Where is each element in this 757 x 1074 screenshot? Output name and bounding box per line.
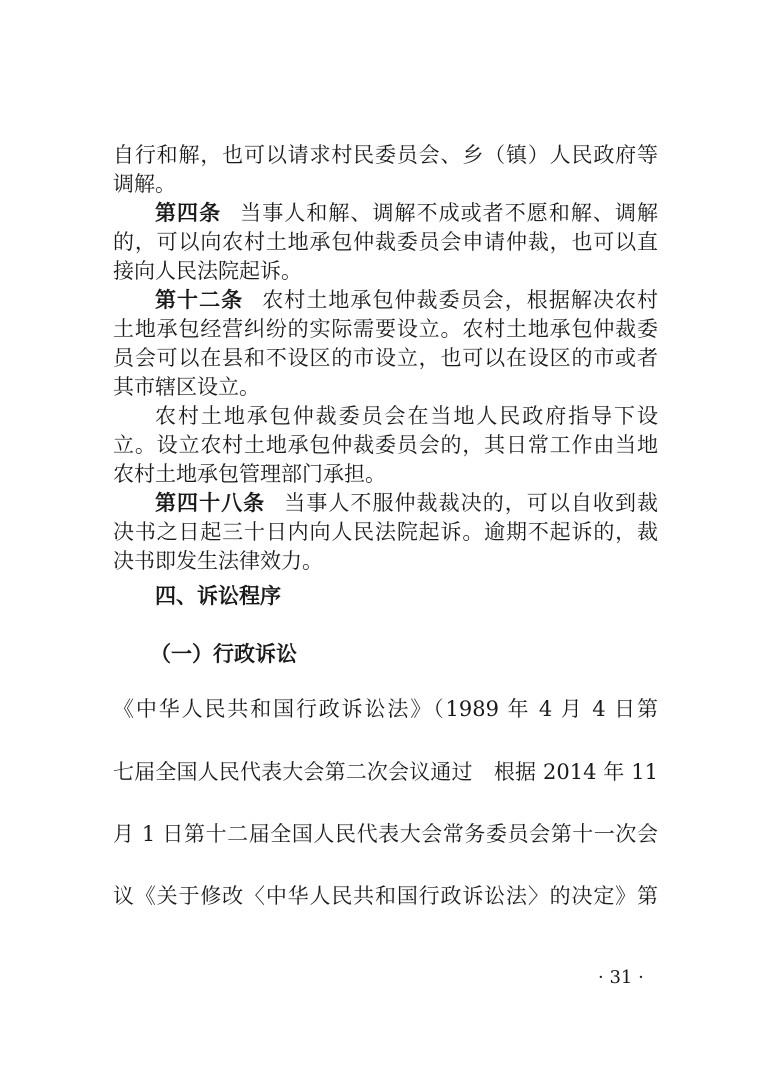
article-4 xyxy=(113,199,658,286)
text-line: 接向人民法院起诉。 xyxy=(113,259,302,283)
law-text-line: 七届全国人民代表大会第二次会议通过 根据 2014 年 11 xyxy=(113,760,658,784)
text-line: 农村土地承包仲裁委员会在当地人民政府指导下设 xyxy=(155,404,658,428)
sub-heading: （一）行政诉讼 xyxy=(150,642,297,666)
article-label: 第四条 xyxy=(155,201,222,225)
text-line: 决书即发生法律效力。 xyxy=(113,549,323,573)
text-line: 土地承包经营纠纷的实际需要设立。农村土地承包仲裁委 xyxy=(113,317,658,341)
article-text: 当事人不服仲裁裁决的，可以自收到裁 xyxy=(283,491,659,515)
article-first-line xyxy=(113,199,658,228)
paragraph-continuation xyxy=(113,141,658,199)
text-line: 立。设立农村土地承包仲裁委员会的，其日常工作由当地 xyxy=(113,433,658,457)
article-text: 农村土地承包仲裁委员会，根据解决农村 xyxy=(261,288,659,312)
article-label: 第四十八条 xyxy=(155,491,266,515)
text-line: 员会可以在县和不设区的市设立，也可以在设区的市或者 xyxy=(113,346,658,370)
text-line: 自行和解，也可以请求村民委员会、乡（镇）人民政府等 xyxy=(113,143,658,167)
text-line: 其市辖区设立。 xyxy=(113,375,260,399)
text-line: 农村土地承包管理部门承担。 xyxy=(113,462,386,486)
text-line: 的，可以向农村土地承包仲裁委员会申请仲裁，也可以直 xyxy=(113,230,658,254)
text-line: 调解。 xyxy=(113,172,176,196)
paragraph xyxy=(113,402,658,489)
article-12 xyxy=(113,286,658,402)
section-heading: 四、诉讼程序 xyxy=(155,584,281,608)
page-number: · 31 · xyxy=(598,967,644,988)
law-text-line: 《中华人民共和国行政诉讼法》（1989 年 4 月 4 日第 xyxy=(113,697,658,721)
article-text: 当事人和解、调解不成或者不愿和解、调解 xyxy=(239,201,659,225)
article-first-line xyxy=(113,489,658,518)
law-text-line: 月 1 日第十二届全国人民代表大会常务委员会第十一次会 xyxy=(113,822,658,846)
text-line: 决书之日起三十日内向人民法院起诉。逾期不起诉的，裁 xyxy=(113,520,658,544)
article-first-line xyxy=(113,286,658,315)
article-48 xyxy=(113,489,658,576)
article-label: 第十二条 xyxy=(155,288,244,312)
law-text-line: 议《关于修改〈中华人民共和国行政诉讼法〉的决定》第 xyxy=(113,884,658,908)
